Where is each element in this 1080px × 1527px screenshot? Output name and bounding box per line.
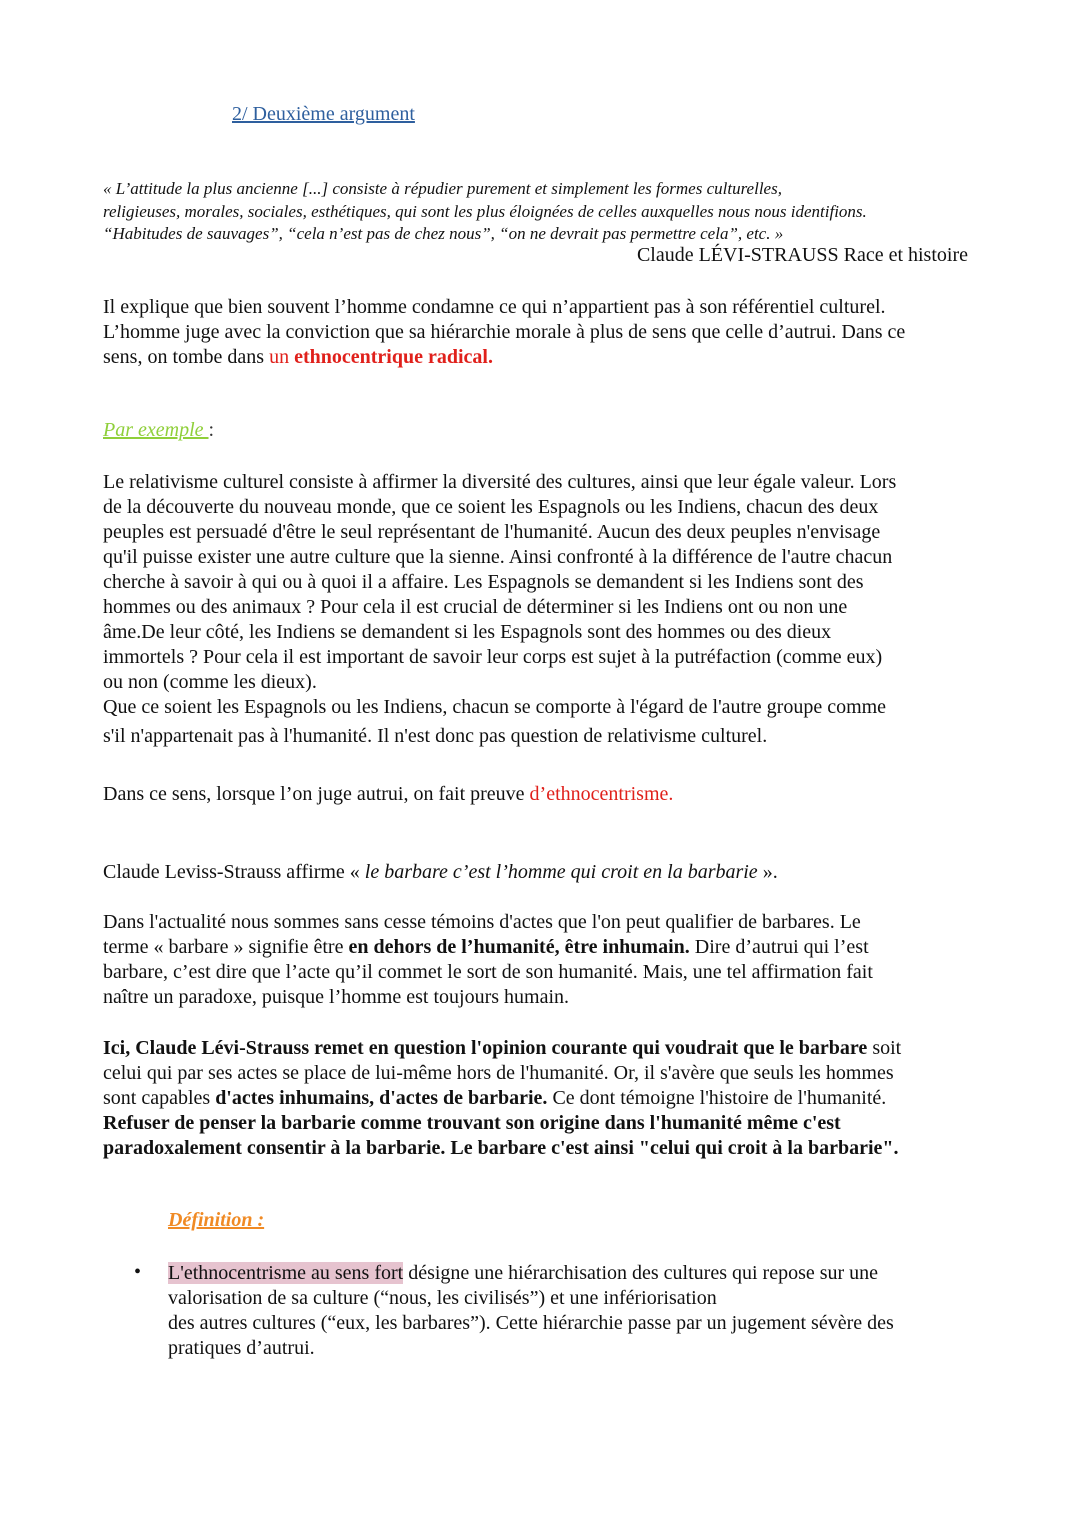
highlighted-term: ethnocentrique radical.	[294, 346, 493, 368]
paragraph-line	[103, 1036, 983, 1061]
text-run: Dans ce sens, lorsque l’on juge autrui, on fait preuve	[103, 783, 530, 805]
levi-strauss-quote	[103, 178, 983, 246]
paragraph-line	[103, 1086, 983, 1111]
paragraph-line: peuples est persuadé d'être le seul représentant de l'humanité. Aucun des deux peuples n'envisage	[103, 521, 881, 543]
paragraph-line	[103, 860, 983, 885]
paragraph-line: cherche à savoir à qui ou à quoi il a affaire. Les Espagnols se demandent si les Indiens sont des	[103, 571, 864, 593]
paragraph-line: qu'il puisse exister une autre culture que la sienne. Ainsi confronté à la différence de l'autre chacun	[103, 546, 893, 568]
text-run: sens, on tombe dans	[103, 346, 270, 368]
paragraph-leviss-quote	[103, 860, 983, 885]
text-run: Claude Leviss-Strauss affirme «	[103, 861, 365, 883]
paragraph-line: pratiques d’autrui.	[168, 1337, 315, 1359]
quote-line: religieuses, morales, sociales, esthétiques, qui sont les plus éloignées de celles auxquelles nous nous identifions.	[103, 201, 867, 221]
paragraph-line: s'il n'appartenait pas à l'humanité. Il n'est donc pas question de relativisme culturel.	[103, 725, 768, 747]
paragraph-line: immortels ? Pour cela il est important de savoir leur corps est sujet à la putréfaction (comme eux)	[103, 646, 883, 668]
bold-text: Ici, Claude Lévi-Strauss remet en question l'opinion courante qui voudrait que le barbare	[103, 1037, 868, 1059]
text-run: sont capables	[103, 1087, 216, 1109]
paragraph-line: hommes ou des animaux ? Pour cela il est crucial de déterminer si les Indiens ont ou non une	[103, 596, 848, 618]
text-run: ».	[757, 861, 778, 883]
paragraph-line: Il explique que bien souvent l’homme condamne ce qui n’appartient pas à son référentiel culturel.	[103, 296, 886, 318]
paragraph-line: Le relativisme culturel consiste à affirmer la diversité des cultures, ainsi que leur égale valeur. Lors	[103, 471, 897, 493]
paragraph-relativism	[103, 470, 983, 749]
paragraph-line: de la découverte du nouveau monde, que ce soient les Espagnols ou les Indiens, chacun des deux	[103, 496, 879, 518]
definition-label: Définition :	[168, 1209, 265, 1231]
paragraph-line	[103, 935, 983, 960]
paragraph-line: paradoxalement consentir à la barbarie. Le barbare c'est ainsi "celui qui croit à la barbarie".	[103, 1137, 899, 1159]
highlighted-term: d’ethnocentrisme.	[529, 783, 674, 805]
bullet-icon: •	[134, 1261, 142, 1283]
definition-text	[168, 1261, 988, 1361]
text-run: Dire d’autrui qui l’est	[689, 936, 869, 958]
bold-text: d'actes inhumains, d'actes de barbarie.	[215, 1087, 548, 1109]
quote-source: Claude LÉVI-STRAUSS Race et histoire	[636, 244, 968, 266]
example-label-text: Par exemple	[103, 419, 209, 441]
bold-text: en dehors de l’humanité, être inhumain.	[348, 936, 690, 958]
example-label-colon: :	[208, 419, 215, 441]
paragraph-line	[103, 782, 983, 807]
paragraph-line: naître un paradoxe, puisque l’homme est toujours humain.	[103, 986, 570, 1008]
paragraph-line: barbare, c’est dire que l’acte qu’il commet le sort de son humanité. Mais, une tel affirmation fait	[103, 961, 873, 983]
paragraph-line: L’homme juge avec la conviction que sa hiérarchie morale à plus de sens que celle d’autrui. Dans ce	[103, 321, 906, 343]
text-run: soit	[867, 1037, 902, 1059]
text-run: désigne une hiérarchisation des cultures qui repose sur une	[403, 1262, 879, 1284]
highlighted-term: L'ethnocentrisme au sens fort	[168, 1262, 404, 1284]
paragraph-explanation	[103, 295, 983, 370]
highlighted-text: un	[269, 346, 295, 368]
paragraph-line: Que ce soient les Espagnols ou les Indiens, chacun se comporte à l'égard de l'autre groupe comme	[103, 696, 887, 718]
paragraph-ici	[103, 1036, 983, 1161]
quote-line: “Habitudes de sauvages”, “cela n’est pas de chez nous”, “on ne devrait pas permettre cela”, etc. »	[103, 224, 784, 243]
text-run: Ce dont témoigne l'histoire de l'humanité.	[547, 1087, 887, 1109]
paragraph-line	[103, 345, 983, 370]
paragraph-line: des autres cultures (“eux, les barbares”). Cette hiérarchie passe par un jugement sévère des	[168, 1312, 894, 1334]
paragraph-actualite	[103, 910, 983, 1010]
paragraph-ethnocentrism	[103, 782, 983, 807]
section-heading: 2/ Deuxième argument	[232, 103, 415, 125]
paragraph-line	[168, 1261, 988, 1286]
paragraph-line: Refuser de penser la barbarie comme trouvant son origine dans l'humanité même c'est	[103, 1112, 841, 1134]
paragraph-line: celui qui par ses actes se place de lui-même hors de l'humanité. Or, il s'avère que seuls les hommes	[103, 1062, 894, 1084]
paragraph-line: âme.De leur côté, les Indiens se demandent si les Espagnols sont des hommes ou des dieux	[103, 621, 832, 643]
text-run: terme « barbare » signifie être	[103, 936, 349, 958]
paragraph-line: Dans l'actualité nous sommes sans cesse témoins d'actes que l'on peut qualifier de barbares. Le	[103, 911, 861, 933]
paragraph-line: ou non (comme les dieux).	[103, 671, 317, 693]
paragraph-line: valorisation de sa culture (“nous, les civilisés”) et une infériorisation	[168, 1287, 717, 1309]
quote-line: « L’attitude la plus ancienne [...] consiste à répudier purement et simplement les formes culturelles,	[103, 179, 782, 198]
example-label	[103, 419, 214, 442]
quoted-phrase: le barbare c’est l’homme qui croit en la barbarie	[364, 861, 758, 883]
